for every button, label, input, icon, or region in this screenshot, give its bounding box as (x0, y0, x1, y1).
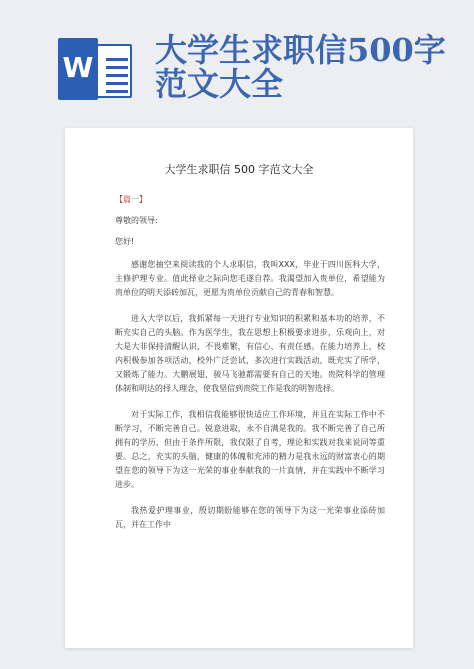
word-logo-cover (58, 38, 98, 100)
document-page[interactable] (65, 128, 413, 648)
greeting: 尊敬的领导: (115, 216, 158, 225)
section-tag: 【篇一】 (115, 195, 147, 204)
paragraph-2: 进入大学以后，我抓紧每一天进行专业知识的积累和基本功的培养，不断充实自己的头脑。作为医学生，我在思想上积极要求进步，乐观向上，对大是大非保持清醒认识，不畏难繁，有信心、有责任感。在能力培养上，校内积极参加各项活动，校外广泛尝试，多次进行实践活动，既充实了所学，又锻炼了能力。大鹏展翅，骏马飞驰都需要有自己的天地。贵院科学的管理体制和明达的择人理念，使我坚信到贵院工作是我的明智选择。 (115, 314, 385, 393)
banner (0, 0, 474, 120)
document-title: 大学生求职信 500 字范文大全 (164, 163, 314, 176)
document-body (65, 128, 413, 648)
paragraph-1: 感谢您抽空来阅读我的个人求职信，我叫XXX，毕业于四川医科大学，主修护理专业。值此择业之际向您毛遂自荐。我渴望加入贵单位，希望能为贵单位的明天添砖加瓦，更愿为贵单位贡献自己的青春和智慧。 (115, 260, 385, 297)
word-document-icon (58, 38, 134, 100)
page-title: 大学生求职信500字范文大全 (155, 31, 446, 103)
paragraph-4: 我热爱护理事业，殷切期盼能够在您的领导下为这一光荣事业添砖加瓦，并在工作中 (115, 506, 385, 529)
paragraph-3: 对于实际工作，我相信我能够很快适应工作环境，并且在实际工作中不断学习，不断完善自己。锐意进取，永不自满是我的。我不断完善了自己所拥有的学历，但由于条件所限，我仅限了自考，理论和实践对我来说同等重要。总之，充实的头脑，健康的体魄和充沛的精力是我永远的财富衷心的期望在您的领导下为这一光荣的事业奉献我的一片真情，并在实践中不断学习进步。 (115, 410, 385, 489)
word-logo-letter: W (62, 51, 94, 84)
salutation: 您好! (115, 237, 135, 246)
